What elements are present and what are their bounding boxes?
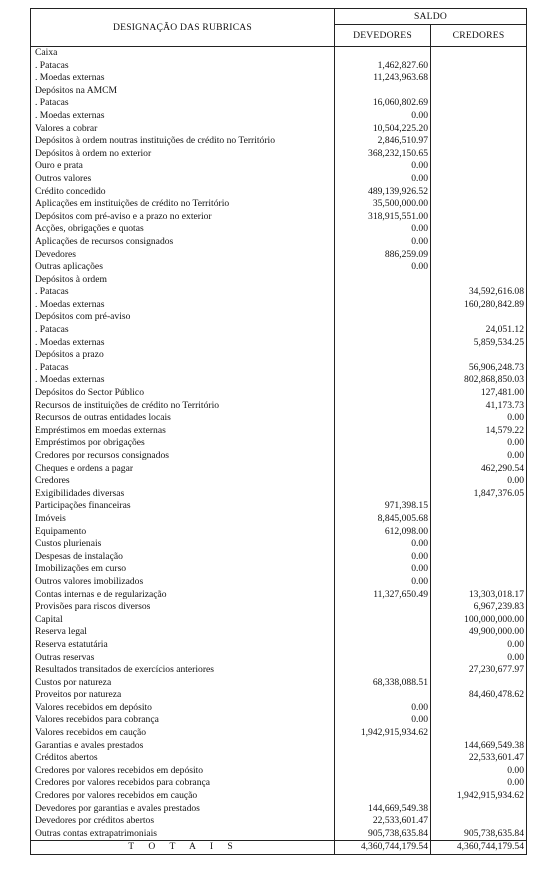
row-credores [431,211,527,224]
row-credores: 144,669,549.38 [431,740,527,753]
row-devedores: 11,243,963.68 [335,72,431,85]
row-devedores: 8,845,005.68 [335,513,431,526]
table-row [31,311,527,324]
table-row [31,777,527,790]
row-label: Caixa [31,47,335,60]
row-label: Outras contas extrapatrimoniais [31,828,335,841]
row-label: . Moedas externas [31,110,335,123]
row-devedores [335,362,431,375]
row-devedores [335,286,431,299]
row-credores [431,714,527,727]
row-devedores [335,475,431,488]
table-row [31,513,527,526]
row-label: Outras reservas [31,652,335,665]
row-label: Depósitos do Sector Público [31,387,335,400]
row-devedores: 1,462,827.60 [335,60,431,73]
row-label: . Patacas [31,324,335,337]
row-devedores: 0.00 [335,576,431,589]
table-row [31,85,527,98]
row-credores: 1,942,915,934.62 [431,790,527,803]
table-row [31,689,527,702]
row-label: Depósitos à ordem noutras instituições de crédito no Território [31,135,335,148]
row-devedores [335,463,431,476]
table-row [31,425,527,438]
row-devedores [335,274,431,287]
row-credores: 22,533,601.47 [431,752,527,765]
row-label: Exigibilidades diversas [31,488,335,501]
row-label: Credores [31,475,335,488]
row-credores [431,148,527,161]
row-credores [431,249,527,262]
row-label: Depósitos com pré-aviso e a prazo no exterior [31,211,335,224]
row-credores: 49,900,000.00 [431,626,527,639]
table-row [31,249,527,262]
row-label: . Moedas externas [31,337,335,350]
row-credores [431,349,527,362]
table-row [31,500,527,513]
row-label: Credores por valores recebidos em depósito [31,765,335,778]
row-devedores [335,387,431,400]
row-label: Imobilizações em curso [31,563,335,576]
row-label: . Patacas [31,97,335,110]
row-credores: 905,738,635.84 [431,828,527,841]
table-row [31,110,527,123]
ledger-page [30,8,526,855]
row-devedores: 16,060,802.69 [335,97,431,110]
row-credores: 5,859,534.25 [431,337,527,350]
row-credores [431,72,527,85]
table-row [31,60,527,73]
table-row [31,475,527,488]
table-row [31,752,527,765]
table-row [31,828,527,841]
table-row [31,740,527,753]
row-credores: 0.00 [431,777,527,790]
row-label: Empréstimos em moedas externas [31,425,335,438]
table-row [31,286,527,299]
table-row [31,148,527,161]
row-devedores [335,740,431,753]
row-label: Proveitos por natureza [31,689,335,702]
row-credores: 56,906,248.73 [431,362,527,375]
row-devedores: 35,500,000.00 [335,198,431,211]
row-label: Depósitos com pré-aviso [31,311,335,324]
row-credores: 127,481.00 [431,387,527,400]
table-row [31,463,527,476]
table-row [31,677,527,690]
row-label: Ouro e prata [31,160,335,173]
row-label: . Moedas externas [31,374,335,387]
row-devedores: 612,098.00 [335,526,431,539]
row-credores [431,526,527,539]
row-credores: 27,230,677.97 [431,664,527,677]
row-devedores [335,601,431,614]
row-devedores [335,311,431,324]
row-label: Reserva legal [31,626,335,639]
row-devedores: 971,398.15 [335,500,431,513]
row-credores: 34,592,616.08 [431,286,527,299]
row-devedores: 489,139,926.52 [335,186,431,199]
row-label: Depósitos à ordem [31,274,335,287]
table-row [31,765,527,778]
row-credores: 0.00 [431,765,527,778]
row-credores: 14,579.22 [431,425,527,438]
table-row [31,97,527,110]
row-devedores: 0.00 [335,223,431,236]
table-row [31,790,527,803]
table-row [31,211,527,224]
row-devedores [335,337,431,350]
row-credores [431,223,527,236]
row-credores [431,274,527,287]
row-credores [431,97,527,110]
row-credores [431,551,527,564]
row-label: Capital [31,614,335,627]
row-credores: 100,000,000.00 [431,614,527,627]
row-label: Provisões para riscos diversos [31,601,335,614]
row-credores [431,815,527,828]
row-credores: 0.00 [431,652,527,665]
row-label: Contas internas e de regularização [31,589,335,602]
row-devedores [335,425,431,438]
row-credores: 24,051.12 [431,324,527,337]
row-label: . Patacas [31,286,335,299]
table-row [31,186,527,199]
row-credores [431,563,527,576]
header-designacao: DESIGNAÇÃO DAS RUBRICAS [31,9,335,47]
row-devedores: 368,232,150.65 [335,148,431,161]
row-devedores [335,324,431,337]
row-credores [431,173,527,186]
totals-row [31,841,527,855]
table-row [31,362,527,375]
table-row [31,601,527,614]
table-row [31,412,527,425]
row-devedores: 0.00 [335,551,431,564]
table-row [31,727,527,740]
row-label: . Patacas [31,362,335,375]
row-label: Depósitos na AMCM [31,85,335,98]
row-label: Devedores [31,249,335,262]
row-devedores: 11,327,650.49 [335,589,431,602]
row-credores [431,85,527,98]
table-row [31,160,527,173]
table-body [31,47,527,841]
table-row [31,198,527,211]
row-credores: 0.00 [431,639,527,652]
row-credores [431,47,527,60]
table-row [31,324,527,337]
row-devedores [335,349,431,362]
row-credores [431,311,527,324]
row-label: Outros valores [31,173,335,186]
row-devedores: 22,533,601.47 [335,815,431,828]
row-label: Imóveis [31,513,335,526]
row-credores [431,160,527,173]
row-credores [431,261,527,274]
row-devedores [335,85,431,98]
row-devedores [335,47,431,60]
table-row [31,614,527,627]
table-row [31,714,527,727]
row-credores [431,538,527,551]
table-row [31,450,527,463]
row-label: Aplicações em instituições de crédito no Território [31,198,335,211]
row-credores: 0.00 [431,475,527,488]
table-row [31,387,527,400]
table-row [31,72,527,85]
row-label: Valores recebidos em caução [31,727,335,740]
row-devedores: 0.00 [335,160,431,173]
row-credores [431,500,527,513]
row-devedores [335,777,431,790]
row-devedores [335,626,431,639]
table-row [31,526,527,539]
row-devedores [335,488,431,501]
table-row [31,437,527,450]
row-label: Credores por recursos consignados [31,450,335,463]
row-devedores [335,412,431,425]
table-row [31,664,527,677]
row-label: Despesas de instalação [31,551,335,564]
table-row [31,173,527,186]
row-credores [431,677,527,690]
row-label: Credores por valores recebidos em caução [31,790,335,803]
row-credores [431,198,527,211]
row-label: Créditos abertos [31,752,335,765]
row-label: Aplicações de recursos consignados [31,236,335,249]
header-devedores: DEVEDORES [335,25,431,47]
row-devedores: 144,669,549.38 [335,803,431,816]
row-label: Devedores por garantias e avales prestados [31,803,335,816]
table-row [31,223,527,236]
row-devedores [335,299,431,312]
row-devedores: 0.00 [335,110,431,123]
row-credores [431,236,527,249]
table-row [31,337,527,350]
table-row [31,551,527,564]
row-label: . Patacas [31,60,335,73]
row-label: Devedores por créditos abertos [31,815,335,828]
header-saldo: SALDO [335,9,527,25]
row-credores [431,702,527,715]
table-row [31,488,527,501]
table-row [31,400,527,413]
row-devedores [335,664,431,677]
row-label: Custos por natureza [31,677,335,690]
row-credores: 462,290.54 [431,463,527,476]
row-devedores: 886,259.09 [335,249,431,262]
row-label: Outros valores imobilizados [31,576,335,589]
table-row [31,47,527,60]
row-credores [431,135,527,148]
table-row [31,639,527,652]
table-row [31,702,527,715]
table-row [31,652,527,665]
totals-label: T O T A I S [31,841,335,855]
table-row [31,123,527,136]
row-label: Valores recebidos em depósito [31,702,335,715]
table-row [31,261,527,274]
table-row [31,626,527,639]
row-devedores: 10,504,225.20 [335,123,431,136]
row-label: Participações financeiras [31,500,335,513]
row-label: Outras aplicações [31,261,335,274]
table-row [31,236,527,249]
table-row [31,589,527,602]
row-devedores [335,374,431,387]
row-devedores [335,790,431,803]
row-devedores [335,652,431,665]
row-credores: 0.00 [431,450,527,463]
row-devedores: 0.00 [335,173,431,186]
table-row [31,274,527,287]
row-devedores: 318,915,551.00 [335,211,431,224]
row-devedores: 1,942,915,934.62 [335,727,431,740]
table-row [31,349,527,362]
table-row [31,576,527,589]
row-credores: 13,303,018.17 [431,589,527,602]
table-row [31,803,527,816]
row-label: Garantias e avales prestados [31,740,335,753]
row-credores: 802,868,850.03 [431,374,527,387]
totals-devedores: 4,360,744,179.54 [335,841,431,855]
row-credores: 84,460,478.62 [431,689,527,702]
table-row [31,815,527,828]
row-credores [431,513,527,526]
row-label: Equipamento [31,526,335,539]
row-label: Acções, obrigações e quotas [31,223,335,236]
row-label: Recursos de instituições de crédito no Território [31,400,335,413]
row-credores: 0.00 [431,437,527,450]
row-devedores [335,437,431,450]
row-devedores: 905,738,635.84 [335,828,431,841]
row-credores [431,123,527,136]
row-devedores: 0.00 [335,563,431,576]
row-credores: 41,173.73 [431,400,527,413]
row-credores [431,576,527,589]
table-row [31,135,527,148]
row-label: Depósitos à ordem no exterior [31,148,335,161]
row-devedores [335,752,431,765]
row-devedores [335,614,431,627]
row-label: Cheques e ordens a pagar [31,463,335,476]
row-credores [431,110,527,123]
row-label: Resultados transitados de exercícios anteriores [31,664,335,677]
row-devedores [335,400,431,413]
row-label: Depósitos a prazo [31,349,335,362]
table-row [31,538,527,551]
row-credores: 1,847,376.05 [431,488,527,501]
row-label: Empréstimos por obrigações [31,437,335,450]
row-label: Credores por valores recebidos para cobrança [31,777,335,790]
row-credores: 0.00 [431,412,527,425]
row-label: . Moedas externas [31,299,335,312]
table-row [31,563,527,576]
row-label: . Moedas externas [31,72,335,85]
row-devedores: 0.00 [335,702,431,715]
row-label: Reserva estatutária [31,639,335,652]
row-devedores [335,450,431,463]
row-label: Valores recebidos para cobrança [31,714,335,727]
row-label: Crédito concedido [31,186,335,199]
totals-credores: 4,360,744,179.54 [431,841,527,855]
row-devedores [335,765,431,778]
row-devedores: 0.00 [335,236,431,249]
row-devedores: 0.00 [335,538,431,551]
row-devedores: 0.00 [335,714,431,727]
table-row [31,374,527,387]
table-row [31,299,527,312]
row-devedores [335,639,431,652]
row-credores [431,727,527,740]
row-devedores: 0.00 [335,261,431,274]
header-credores: CREDORES [431,25,527,47]
row-label: Recursos de outras entidades locais [31,412,335,425]
row-devedores [335,689,431,702]
row-label: Custos plurienais [31,538,335,551]
balance-table [30,8,527,855]
row-label: Valores a cobrar [31,123,335,136]
row-devedores: 2,846,510.97 [335,135,431,148]
row-credores [431,60,527,73]
row-credores [431,803,527,816]
row-credores [431,186,527,199]
row-devedores: 68,338,088.51 [335,677,431,690]
row-credores: 6,967,239.83 [431,601,527,614]
row-credores: 160,280,842.89 [431,299,527,312]
